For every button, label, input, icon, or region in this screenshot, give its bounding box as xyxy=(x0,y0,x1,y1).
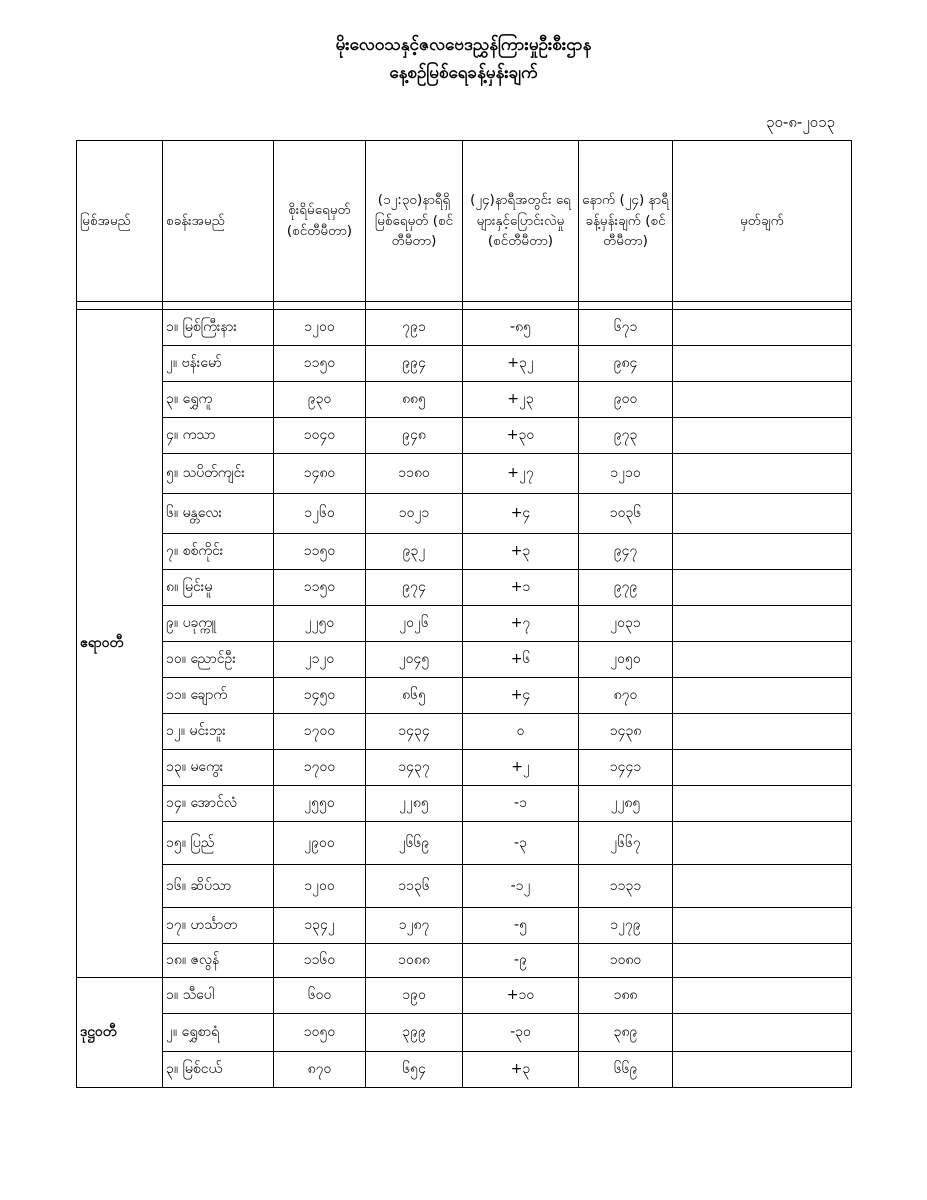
change-cell: +၄ xyxy=(463,678,579,714)
forecast-cell: ၁၂၁၀ xyxy=(579,454,673,494)
danger-level-cell: ၁၁၆၀ xyxy=(274,944,366,978)
col-current-level: (၁၂:၃၀)နာရီရှိ မြစ်ရေမှတ် (စင်တီမီတာ) xyxy=(366,141,463,302)
danger-level-cell: ၁၁၅၀ xyxy=(274,346,366,382)
current-level-cell: ၂၆၆၉ xyxy=(366,822,463,865)
forecast-cell: ၉၀၀ xyxy=(579,382,673,418)
table-row xyxy=(77,978,852,1014)
table-row xyxy=(77,494,852,534)
forecast-cell: ၈၇၀ xyxy=(579,678,673,714)
forecast-cell: ၉၄၇ xyxy=(579,534,673,570)
page-subtitle: နေ့စဉ်မြစ်ရေခန့်မှန်းချက် xyxy=(389,63,538,83)
river-name-cell: ဒုဋ္ဌဝတီ xyxy=(77,978,163,1088)
change-cell: -၃၀ xyxy=(463,1014,579,1052)
station-name-cell: ၁၀။ ညောင်ဦး xyxy=(163,642,274,678)
forecast-cell: ၂၆၆၇ xyxy=(579,822,673,865)
remarks-cell xyxy=(673,978,852,1014)
station-name-cell: ၁၃။ မကွေး xyxy=(163,750,274,786)
forecast-cell: ၆၇၁ xyxy=(579,310,673,346)
forecast-cell: ၆၆၉ xyxy=(579,1052,673,1088)
forecast-cell: ၂၀၅၀ xyxy=(579,642,673,678)
forecast-cell: ၉၇၉ xyxy=(579,570,673,606)
remarks-cell xyxy=(673,786,852,822)
forecast-cell: ၁၁၃၁ xyxy=(579,865,673,908)
remarks-cell xyxy=(673,494,852,534)
current-level-cell: ၁၄၃၄ xyxy=(366,714,463,750)
station-name-cell: ၁၅။ ပြည် xyxy=(163,822,274,865)
change-cell: +၃ xyxy=(463,1052,579,1088)
table-row xyxy=(77,606,852,642)
table-row xyxy=(77,570,852,606)
current-level-cell: ၁၁၈၀ xyxy=(366,454,463,494)
danger-level-cell: ၁၃၄၂ xyxy=(274,908,366,944)
danger-level-cell: ၁၄၈၀ xyxy=(274,454,366,494)
danger-level-cell: ၁၁၅၀ xyxy=(274,534,366,570)
station-name-cell: ၁၂။ မင်းဘူး xyxy=(163,714,274,750)
forecast-table xyxy=(76,140,852,1088)
table-row xyxy=(77,642,852,678)
table-row xyxy=(77,865,852,908)
current-level-cell: ၁၀၈၈ xyxy=(366,944,463,978)
danger-level-cell: ၁၀၄၀ xyxy=(274,418,366,454)
change-cell: +၂၇ xyxy=(463,454,579,494)
remarks-cell xyxy=(673,418,852,454)
spacer-cell xyxy=(274,302,366,310)
remarks-cell xyxy=(673,1014,852,1052)
remarks-cell xyxy=(673,1052,852,1088)
current-level-cell: ၂၂၈၅ xyxy=(366,786,463,822)
forecast-cell: ၁၀၈၀ xyxy=(579,944,673,978)
table-row xyxy=(77,678,852,714)
change-cell: +၁၀ xyxy=(463,978,579,1014)
station-name-cell: ၁၈။ ဇလွန် xyxy=(163,944,274,978)
forecast-cell: ၂၂၈၅ xyxy=(579,786,673,822)
station-name-cell: ၇။ စစ်ကိုင်း xyxy=(163,534,274,570)
spacer-cell xyxy=(579,302,673,310)
remarks-cell xyxy=(673,382,852,418)
remarks-cell xyxy=(673,534,852,570)
danger-level-cell: ၂၂၅၀ xyxy=(274,606,366,642)
spacer-cell xyxy=(77,302,163,310)
change-cell: +၄ xyxy=(463,494,579,534)
station-name-cell: ၁၄။ အောင်လံ xyxy=(163,786,274,822)
station-name-cell: ၁၁။ ချောက် xyxy=(163,678,274,714)
current-level-cell: ၂၀၂၆ xyxy=(366,606,463,642)
river-group-spacer xyxy=(77,302,852,310)
remarks-cell xyxy=(673,714,852,750)
station-name-cell: ၃။ ရွှေကူ xyxy=(163,382,274,418)
remarks-cell xyxy=(673,454,852,494)
forecast-cell: ၁၄၃၈ xyxy=(579,714,673,750)
station-name-cell: ၂။ ရွှေစာရံ xyxy=(163,1014,274,1052)
danger-level-cell: ၁၄၅၀ xyxy=(274,678,366,714)
station-name-cell: ၁။ သီပေါ xyxy=(163,978,274,1014)
report-date: ၃၀-၈-၂၀၁၃ xyxy=(766,113,835,131)
change-cell: ၀ xyxy=(463,714,579,750)
danger-level-cell: ၂၅၅၀ xyxy=(274,786,366,822)
current-level-cell: ၇၉၁ xyxy=(366,310,463,346)
col-danger-level: စိုးရိမ်ရေမှတ် (စင်တီမီတာ) xyxy=(274,141,366,302)
current-level-cell: ၂၀၄၅ xyxy=(366,642,463,678)
table-row xyxy=(77,382,852,418)
remarks-cell xyxy=(673,642,852,678)
col-station-name: စခန်းအမည် xyxy=(163,141,274,302)
station-name-cell: ၃။ မြစ်ငယ် xyxy=(163,1052,274,1088)
danger-level-cell: ၂၉၀၀ xyxy=(274,822,366,865)
station-name-cell: ၄။ ကသာ xyxy=(163,418,274,454)
danger-level-cell: ၈၇၀ xyxy=(274,1052,366,1088)
remarks-cell xyxy=(673,750,852,786)
danger-level-cell: ၉၃၀ xyxy=(274,382,366,418)
spacer-cell xyxy=(163,302,274,310)
danger-level-cell: ၁၇၀၀ xyxy=(274,714,366,750)
table-row xyxy=(77,714,852,750)
table-row xyxy=(77,1014,852,1052)
forecast-cell: ၁၀၃၆ xyxy=(579,494,673,534)
table-row xyxy=(77,346,852,382)
current-level-cell: ၁၉၀ xyxy=(366,978,463,1014)
river-name-cell: ဧရာဝတီ xyxy=(77,310,163,978)
remarks-cell xyxy=(673,570,852,606)
current-level-cell: ၁၂၈၇ xyxy=(366,908,463,944)
table-row xyxy=(77,750,852,786)
forecast-cell: ၉၈၄ xyxy=(579,346,673,382)
change-cell: +၁ xyxy=(463,570,579,606)
col-24h-change: (၂၄)နာရီအတွင်း ရေများနှင့်ပြောင်းလဲမှု (စင်တီမီတာ) xyxy=(463,141,579,302)
table-row xyxy=(77,1052,852,1088)
forecast-cell: ၉၇၃ xyxy=(579,418,673,454)
current-level-cell: ၁၁၃၆ xyxy=(366,865,463,908)
station-name-cell: ၈။ မြင်းမူ xyxy=(163,570,274,606)
col-remarks: မှတ်ချက် xyxy=(673,141,852,302)
current-level-cell: ၈၆၅ xyxy=(366,678,463,714)
forecast-cell: ၁၄၄၁ xyxy=(579,750,673,786)
spacer-cell xyxy=(673,302,852,310)
remarks-cell xyxy=(673,822,852,865)
change-cell: +၃၀ xyxy=(463,418,579,454)
station-name-cell: ၅။ သပိတ်ကျင်း xyxy=(163,454,274,494)
col-forecast: နောက် (၂၄) နာရီ ခန့်မှန်းချက် (စင်တီမီတာ) xyxy=(579,141,673,302)
current-level-cell: ၉၄၈ xyxy=(366,418,463,454)
station-name-cell: ၉။ ပခုက္ကူ xyxy=(163,606,274,642)
change-cell: -၅ xyxy=(463,908,579,944)
current-level-cell: ၈၈၅ xyxy=(366,382,463,418)
current-level-cell: ၆၅၄ xyxy=(366,1052,463,1088)
change-cell: -၉ xyxy=(463,944,579,978)
station-name-cell: ၁၆။ ဆိပ်သာ xyxy=(163,865,274,908)
current-level-cell: ၉၃၂ xyxy=(366,534,463,570)
remarks-cell xyxy=(673,865,852,908)
table-row xyxy=(77,454,852,494)
spacer-cell xyxy=(366,302,463,310)
remarks-cell xyxy=(673,908,852,944)
change-cell: -၈၅ xyxy=(463,310,579,346)
current-level-cell: ၉၇၄ xyxy=(366,570,463,606)
current-level-cell: ၃၉၉ xyxy=(366,1014,463,1052)
current-level-cell: ၁၄၃၇ xyxy=(366,750,463,786)
table-row xyxy=(77,944,852,978)
page-title: မိုးလေဝသနှင့်ဇလဗေဒညွှန်ကြားမှုဦးစီးဌာန xyxy=(335,35,592,55)
station-name-cell: ၁၇။ ဟင်္သာတ xyxy=(163,908,274,944)
forecast-cell: ၂၀၃၁ xyxy=(579,606,673,642)
remarks-cell xyxy=(673,310,852,346)
forecast-cell: ၁၂၇၉ xyxy=(579,908,673,944)
table-body xyxy=(77,302,852,1088)
remarks-cell xyxy=(673,606,852,642)
col-river-name: မြစ်အမည် xyxy=(77,141,163,302)
change-cell: +၂ xyxy=(463,750,579,786)
danger-level-cell: ၆၀၀ xyxy=(274,978,366,1014)
change-cell: -၁ xyxy=(463,786,579,822)
change-cell: +၃ xyxy=(463,534,579,570)
danger-level-cell: ၁၂၀၀ xyxy=(274,865,366,908)
danger-level-cell: ၂၁၂၀ xyxy=(274,642,366,678)
forecast-cell: ၃၈၉ xyxy=(579,1014,673,1052)
change-cell: -၃ xyxy=(463,822,579,865)
table-row xyxy=(77,786,852,822)
station-name-cell: ၁။ မြစ်ကြီးနား xyxy=(163,310,274,346)
table-row xyxy=(77,908,852,944)
remarks-cell xyxy=(673,678,852,714)
table-header-row xyxy=(77,141,852,302)
danger-level-cell: ၁၇၀၀ xyxy=(274,750,366,786)
table-row xyxy=(77,418,852,454)
spacer-cell xyxy=(463,302,579,310)
change-cell: +၇ xyxy=(463,606,579,642)
table-row xyxy=(77,534,852,570)
remarks-cell xyxy=(673,944,852,978)
danger-level-cell: ၁၀၅၀ xyxy=(274,1014,366,1052)
forecast-cell: ၁၈၈ xyxy=(579,978,673,1014)
danger-level-cell: ၁၂၆၀ xyxy=(274,494,366,534)
danger-level-cell: ၁၁၅၀ xyxy=(274,570,366,606)
change-cell: +၆ xyxy=(463,642,579,678)
table-row xyxy=(77,822,852,865)
remarks-cell xyxy=(673,346,852,382)
station-name-cell: ၆။ မန္တလေး xyxy=(163,494,274,534)
station-name-cell: ၂။ ဗန်းမော် xyxy=(163,346,274,382)
table-row xyxy=(77,310,852,346)
change-cell: -၁၂ xyxy=(463,865,579,908)
current-level-cell: ၁၀၂၁ xyxy=(366,494,463,534)
change-cell: +၂၃ xyxy=(463,382,579,418)
danger-level-cell: ၁၂၀၀ xyxy=(274,310,366,346)
change-cell: +၃၂ xyxy=(463,346,579,382)
current-level-cell: ၉၉၄ xyxy=(366,346,463,382)
